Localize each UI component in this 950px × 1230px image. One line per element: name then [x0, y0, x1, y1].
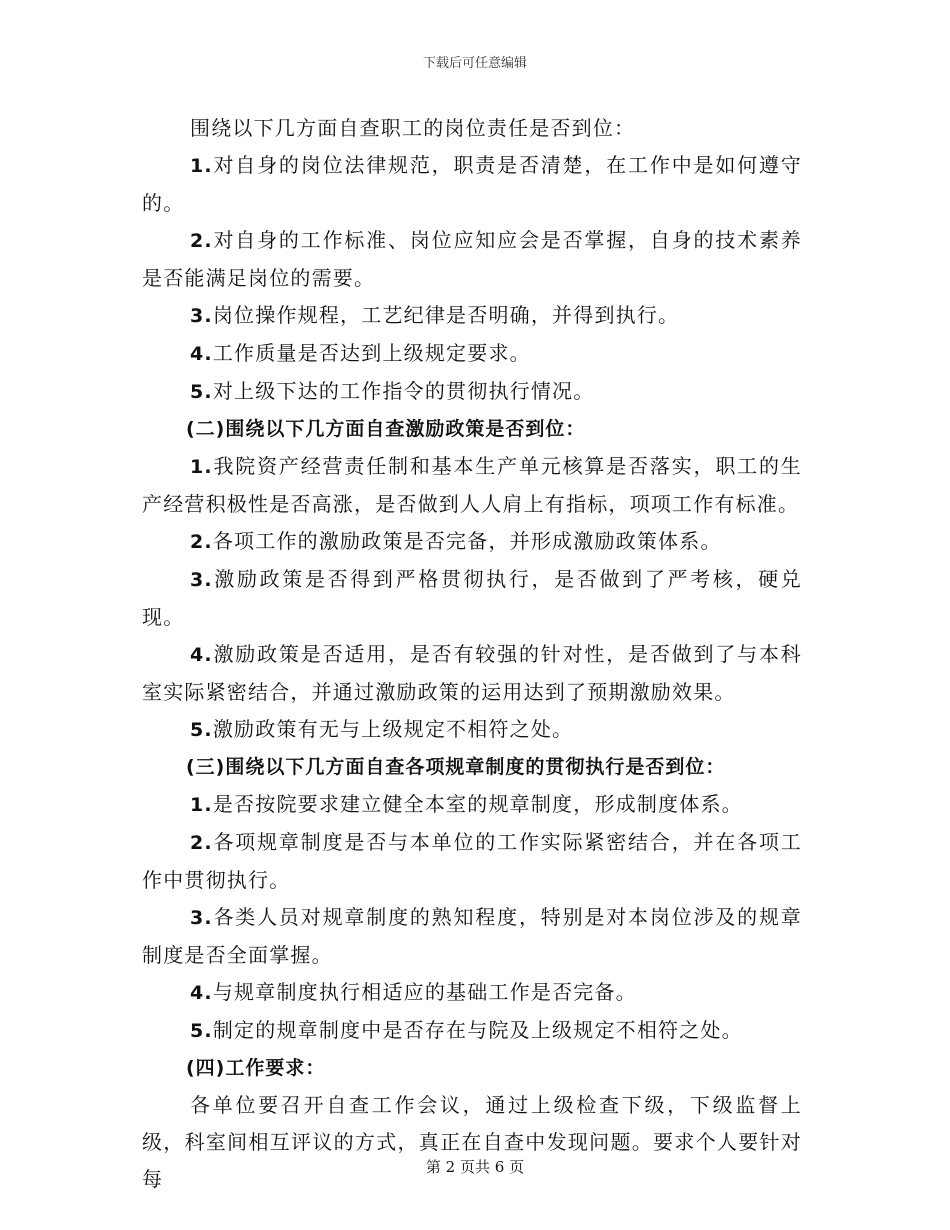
- section-heading-4: (四)工作要求：: [186, 1057, 326, 1079]
- item-number: 2.: [190, 832, 213, 854]
- item-number: 4.: [190, 343, 213, 365]
- item-text: 激励政策有无与上级规定不相符之处。: [212, 717, 574, 741]
- page-footer: 第 2 页共 6 页: [425, 1158, 525, 1176]
- list-item: [142, 373, 802, 411]
- section-3-list: [142, 786, 802, 1050]
- item-text: 各类人员对规章制度的熟知程度，特别是对本岗位涉及的规章制度是否全面掌握。: [142, 905, 802, 967]
- item-number: 2.: [190, 531, 213, 553]
- item-text: 各项规章制度是否与本单位的工作实际紧密结合，并在各项工作中贯彻执行。: [142, 830, 802, 892]
- section-heading-3: (三)围绕以下几方面自查各项规章制度的贯彻执行是否到位：: [186, 756, 726, 778]
- item-number: 5.: [190, 381, 213, 403]
- item-number: 5.: [190, 1020, 213, 1042]
- item-text: 对自身的工作标准、岗位应知应会是否掌握，自身的技术素养是否能满足岗位的需要。: [142, 228, 802, 290]
- list-item: [142, 297, 802, 335]
- item-text: 是否按院要求建立健全本室的规章制度，形成制度体系。: [212, 792, 743, 816]
- item-text: 与规章制度执行相适应的基础工作是否完备。: [212, 980, 637, 1004]
- item-text: 我院资产经营责任制和基本生产单元核算是否落实，职工的生产经营积极性是否高涨，是否做到人人肩上有指标，项项工作有标准。: [142, 454, 802, 516]
- document-body: [142, 110, 802, 1198]
- list-item: [142, 222, 802, 297]
- list-item: [142, 561, 802, 636]
- list-item: [142, 448, 802, 523]
- section-1-list: [142, 147, 802, 411]
- item-number: 3.: [190, 305, 213, 327]
- item-number: 3.: [190, 907, 213, 929]
- list-item: [142, 147, 802, 222]
- list-item: [142, 974, 802, 1012]
- item-text: 激励政策是否得到严格贯彻执行，是否做到了严考核，硬兑现。: [142, 567, 802, 629]
- section-2-list: [142, 448, 802, 749]
- closing-paragraph: 各单位要召开自查工作会议，通过上级检查下级，下级监督上级，科室间相互评议的方式，真正在自查中发现问题。要求个人要针对每: [142, 1093, 802, 1191]
- list-item: [142, 1012, 802, 1050]
- intro-paragraph: 围绕以下几方面自查职工的岗位责任是否到位：: [190, 116, 636, 140]
- item-number: 4.: [190, 982, 213, 1004]
- list-item: [142, 523, 802, 561]
- list-item: [142, 711, 802, 749]
- item-number: 3.: [190, 569, 213, 591]
- list-item: [142, 786, 802, 824]
- list-item: [142, 636, 802, 711]
- item-text: 对上级下达的工作指令的贯彻执行情况。: [212, 379, 595, 403]
- item-number: 1.: [190, 456, 213, 478]
- item-text: 激励政策是否适用，是否有较强的针对性，是否做到了与本科室实际紧密结合，并通过激励政策的运用达到了预期激励效果。: [142, 642, 802, 704]
- item-text: 工作质量是否达到上级规定要求。: [212, 341, 531, 365]
- list-item: [142, 899, 802, 974]
- item-number: 2.: [190, 230, 213, 252]
- page-header: 下载后可任意编辑: [422, 56, 527, 71]
- item-text: 各项工作的激励政策是否完备，并形成激励政策体系。: [212, 529, 722, 553]
- item-number: 4.: [190, 644, 213, 666]
- list-item: [142, 824, 802, 899]
- item-text: 对自身的岗位法律规范，职责是否清楚，在工作中是如何遵守的。: [142, 153, 802, 215]
- item-text: 制定的规章制度中是否存在与院及上级规定不相符之处。: [212, 1018, 743, 1042]
- section-heading-2: (二)围绕以下几方面自查激励政策是否到位：: [186, 418, 586, 440]
- item-number: 1.: [190, 155, 213, 177]
- item-number: 5.: [190, 719, 213, 741]
- item-number: 1.: [190, 794, 213, 816]
- list-item: [142, 335, 802, 373]
- item-text: 岗位操作规程，工艺纪律是否明确，并得到执行。: [212, 303, 680, 327]
